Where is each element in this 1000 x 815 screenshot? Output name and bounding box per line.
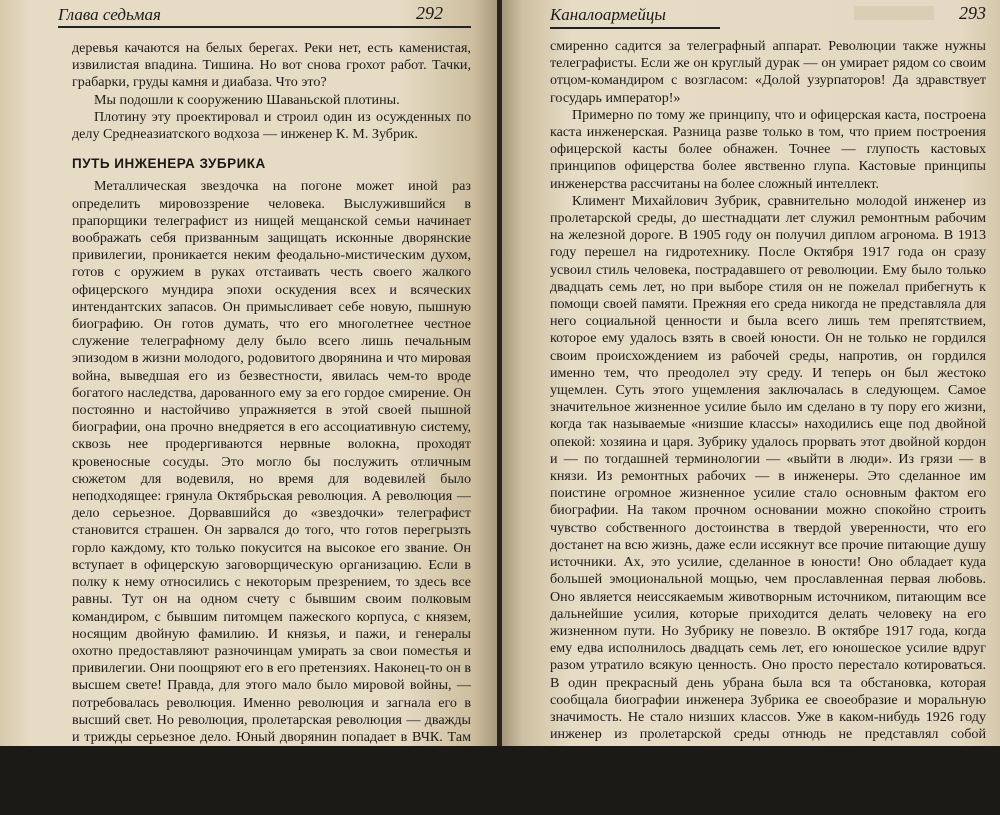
left-page-body	[72, 40, 471, 815]
paragraph: Примерно по тому же принципу, что и офицерская каста, построена каста инженерская. Разница разве только в том, что прием построения офицерской касты более обнажен. Точнее — глупость кастовых принципов офицерства более явственно глупа. Кастовые принципы инженерства рассчитаны на более сложный интеллект.	[550, 106, 986, 192]
left-page	[0, 0, 497, 814]
paragraph: смиренно садится за телеграфный аппарат. Революции также нужны телеграфисты. Если же он круглый дурак — он умирает рядом со своим отцом-командиром с возгласом: «Долой узурпаторов! Да здравствует государь император!»	[550, 38, 986, 106]
paragraph: деревья качаются на белых берегах. Реки нет, есть каменистая, извилистая впадина. Тишина. Но вот снова грохот работ. Тачки, грабарки, груды камня и диабаза. Что это?	[72, 40, 471, 91]
right-page	[502, 0, 1000, 760]
header-rule	[550, 27, 720, 29]
right-page-body	[550, 38, 986, 761]
right-page-header	[550, 4, 986, 26]
section-heading: ПУТЬ ИНЖЕНЕРА ЗУБРИКА	[72, 156, 266, 172]
chapter-running-title: Глава седьмая	[58, 5, 161, 24]
left-page-header	[58, 4, 471, 28]
page-number-right: 293	[959, 3, 986, 23]
book-running-title: Каналоармейцы	[550, 5, 666, 24]
paragraph: Климент Михайлович Зубрик, сравнительно молодой инженер из пролетарской среды, до шестнадцати лет служил ремонтным рабочим на железной дороге. В 1905 году он получил диплом агронома. В 1913 году перешел на гидротехнику. После Октября 1917 года он сразу усвоил стиль человека, пострадавшего от революции. Ему было только двадцать семь лет, но при выборе стиля он не пожелал прибегнуть к помощи своей памяти. Прежняя его среда никогда не представляла для него социальной ценности и была всего лишь тем препятствием, которое ему удалось взять в своей юности. Он не только не гордился своим происхождением из рабочей среды, напротив, он гордился именно тем, что преодолел эту среду. И теперь он был жестоко ущемлен. Суть этого ущемления заключалась в следующем. Самое значительное жизненное усилие было им сделано в ту пору его жизни, когда так называемые «низшие классы» находились еще под двойной опекой: хозяина и царя. Зубрику удалось прорвать этот двойной кордон и — по тогдашней терминологии — «выйти в люди». Из грязи — в князи. Из ремонтных рабочих — в инженеры. Это сделанное им поистине огромное жизненное усилие стало основным фактом его биографии. На таком прочном основании можно спокойно строить чувство собственного достоинства в твердой уверенности, что его достанет на всю жизнь, даже если иссякнут все прочие питающие душу источники. Ах, это усилие, сделанное в юности! Оно обладает куда большей эмоциональной мощью, чем прославленная первая любовь. Оно является неиссякаемым животворным источником, питающим все дальнейшие усилия, которые приходится делать человеку на его жизненном пути. Но Зубрику не повезло. В октябре 1917 года, когда ему едва исполнилось двадцать семь лет, его юношеское усилие вдруг разом утратило всякую ценность. Оно просто перестало котироваться. В один прекрасный день убрана была вся та обстановка, которая сообщала биографии инженера Зубрика ее своеобразие и моральную значимость. Не стало низших классов. Уже в каком-нибудь 1926 году инженер из пролетарской среды отнюдь не представлял собой редкостного явления. Если до	[550, 192, 986, 760]
paragraph: Металлическая звездочка на погоне может иной раз определить мировоззрение человека. Выслужившийся в прапорщики телеграфист из нищей мещанской семьи начинает воображать себя призванным защищать исконные дворянские привилегии, проникается неким феодально-мистическим духом, готов с оружием в руках отстаивать честь своего жалкого офицерского мундира эпохи оскудения всех и всяческих интендантских запасов. Он примысливает себе новую, пышную биографию. Он готов думать, что его многолетнее честное служение телеграфному делу было всего лишь печальным эпизодом в жизни молодого, родовитого дворянина и что мировая война, выведшая его из безвестности, явилась чем-то вроде богатого наследства, дарованного ему за его гордое смирение. Он постоянно и настойчиво упражняется в этой своей пышной биографии, она прочно внедряется в его ассоциативную систему, сквозь нее продергиваются нервные волокна, проходят кровеносные сосуды. Это могло бы послужить отличным сюжетом для водевиля, но время для водевилей было неподходящее: грянула Октябрьская революция. А революция — дело серьезное. Дорвавшийся до «звездочки» телеграфист становится страшен. Он зарвался до того, что готов перегрызть горло каждому, кто только покусится на высокое его звание. Он вступает в офицерскую заговорщическую организацию. Если в полку к нему относились с некоторым презрением, то здесь все равны. Тут он на одном счету с бывшим своим полковым командиром, с бывшим питомцем пажеского корпуса, с князем, носящим двойную фамилию. И князья, и пажи, и генералы охотно предоставляют разночинцам умирать за свои поместья и привилегии. Они поощряют его в его претензиях. Наконец-то он в высшем свете! Правда, для этого мало было мировой войны, — потребовалась революция. Именно революция и загнала его в высший свет. Но революция, пролетарская революция — дважды и трижды серьезное дело. Юный дворянин попадает в ВЧК. Там быстро и отчетливо разобрались в роскошной его биографии. Ему дают возможность исправить свои заблуждения под условием немедленного и решительного отказа от всяческого феодализма. Если он не круглый дурак — он благодарит за полученный урок и	[72, 178, 471, 814]
faded-stamp	[854, 6, 934, 20]
paragraph: Мы подошли к сооружению Шаваньской плотины.	[94, 91, 400, 108]
page-number-left: 292	[416, 3, 443, 23]
paragraph: Плотину эту проектировал и строил один из осужденных по делу Среднеазиатского водхоза — инженер К. М. Зубрик.	[72, 108, 471, 143]
